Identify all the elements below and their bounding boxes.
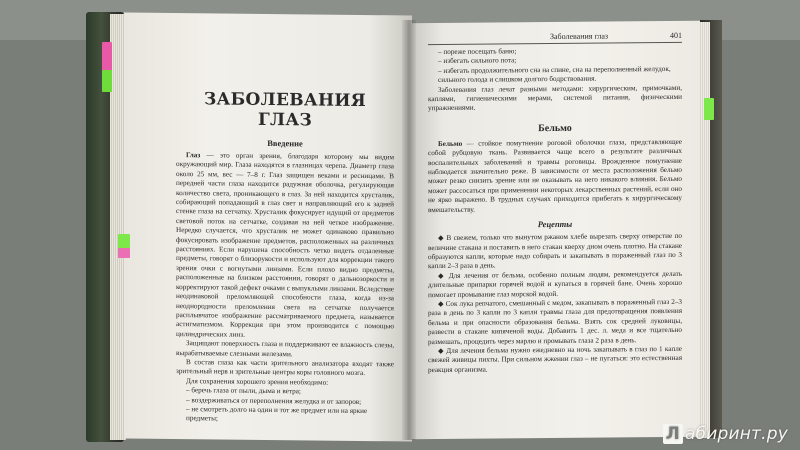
- recipe-item: ◆ Для лечения бельма нужно ежедневно на ночь закапывать в глаз по 1 капле свежей живицы пихты. При сильном жжении глаз – не пугаться: это естественная реакция организма.: [428, 344, 682, 374]
- list-item: – избегать продолжительного сна на спине, сна на переполненный желудок, сильного голода и слишком долгого бодрствования.: [438, 64, 671, 85]
- term-eye: Глаз: [186, 151, 201, 160]
- running-title: Заболевания глаз: [549, 31, 609, 42]
- labirint-watermark: [663, 424, 788, 444]
- recipes-heading: Рецепты: [537, 218, 573, 230]
- intro-paragraph-text: — это орган зрения, благодаря которому мы видим окружающий мир. Глаза находятся в глазницах черепа. Диаметр глаза около 25 мм, вес — 7–8 г. Глаз защищен веками и ресницами. В передней части глаза находится радужная оболочка, регулирующая количество света, проникающего в глаз. За ней находится хрусталик, собирающий попадающий в глаз свет и направляющий его к задней стенке глаза на сетчатку. Хрусталик фокусирует идущий от предметов световой поток на сетчатке, создавая на ней четкое изображение. Нередко случается, что хрусталик не может одинаково правильно фокусировать изображение предметов, расположенных на различных расстояниях. Если нарушена способность четко видеть отдаленные предметы, говорят о близорукости и используют для коррекции такого зрения очки с вогнутыми линзами. Если плохо видно предметы, расположенные на близком расстоянии, говорят о дальнозоркости и корректируют такой дефект очками с выпуклыми линзами. Вследствие неодинаковой преломляющей способности глаза, когда из-за неоднородности преломления света на сетчатке получается расплывчатое изображение рассматриваемого предмета, называется астигматизмом. Коррекция при этом производится с помощью цилиндрических линз.: [176, 151, 394, 339]
- bookmark-tab: [704, 98, 714, 120]
- chapter-title: ЗАБОЛЕВАНИЯ ГЛАЗ: [203, 89, 367, 131]
- recipe-item: ◆ В свежем, только что вынутом ржаном хлебе вырезать сверху отверстие по величине стакана и поставить в него стакан кверху дном очень плотно. На стакане образуются капли, которые надо собирать и закапывать в пораженный глаз по 3 капли 2–3 раза в день.: [428, 231, 682, 271]
- intro-paragraph: [176, 151, 394, 341]
- labirint-logo-icon: Л: [663, 424, 683, 444]
- right-page: [408, 21, 700, 440]
- recipe-item: ◆ Сок лука репчатого, смешанный с медом, закапывать в пораженный глаз 2–3 раза в день по 3 капли по 3 капли травмы глаза для предотвращения появления бельма и при опасности образования бельма. Взять сок средней луковицы, развести в стакане кипяченой воды. Добавить 1 дес. л. меда и все тщательно размешать, процедить через марлю и промывать глаза 2 раза в день.: [428, 297, 682, 346]
- belmo-paragraph: [428, 138, 682, 215]
- list-item: – воздерживаться от переполнения желудка и от запоров;: [186, 395, 362, 406]
- page-number: 401: [670, 30, 682, 40]
- belmo-paragraph-text: — стойкое помутнение роговой оболочки глаза, представляющее собой рубцовую ткань. Развивается чаще всего в результате различных воспалительных заболеваний и травмы роговицы. Врожденное помутнение наблюдается значительно реже. В зависимости от места расположения бельмо может резко снизить зрение или не оказывать на него никакого влияния. Бельмо может рассосаться при применении некоторых лекарственных растений, если оно не ярко выражено. В трудных случаях приходится прибегать к хирургическому вмешательству.: [428, 137, 682, 214]
- bookmark-tab: [102, 70, 112, 92]
- list-item: – не смотреть долго на один и тот же предмет или на яркие предметы;: [186, 405, 368, 423]
- book-spine-shadow: [402, 20, 416, 440]
- running-head: [428, 31, 682, 45]
- treatment-paragraph: Заболевания глаз лечат разными методами: хирургическим, примочками, каплями, гигиеническими мерами, системой питания, физическими упражнениями.: [428, 83, 682, 113]
- watermark-text: абиринт.ру: [684, 424, 788, 444]
- prevention-paragraph: Для сохранения хорошего зрения необходимо:: [186, 376, 329, 387]
- intro-heading: Введение: [267, 137, 303, 149]
- term-belmo: Бельмо: [438, 139, 463, 148]
- list-item: – пореже посещать баню;: [438, 47, 517, 57]
- section-title: Бельмо: [538, 122, 572, 134]
- analyzer-paragraph: В состав глаза как части зрительного анализатора входят также зрительный нерв и зрительные центры коры головного мозга.: [176, 358, 394, 378]
- bookmark-tab: [118, 248, 130, 258]
- left-page: [124, 12, 412, 441]
- recipe-item: ◆ Для лечения от бельма, особенно полным людям, рекомендуется делать длительные припарки горячей водой и купаться в горячей бане. Очень хорошо помогает промывание глаз морской водой.: [428, 269, 682, 299]
- tears-paragraph: Защищают поверхность глаза и поддерживают ее влажность слезы, вырабатываемые слезными железами.: [176, 339, 394, 358]
- list-item: – беречь глаза от пыли, дыма и ветра;: [186, 386, 301, 396]
- list-item: – избегать сильного пота;: [438, 56, 517, 66]
